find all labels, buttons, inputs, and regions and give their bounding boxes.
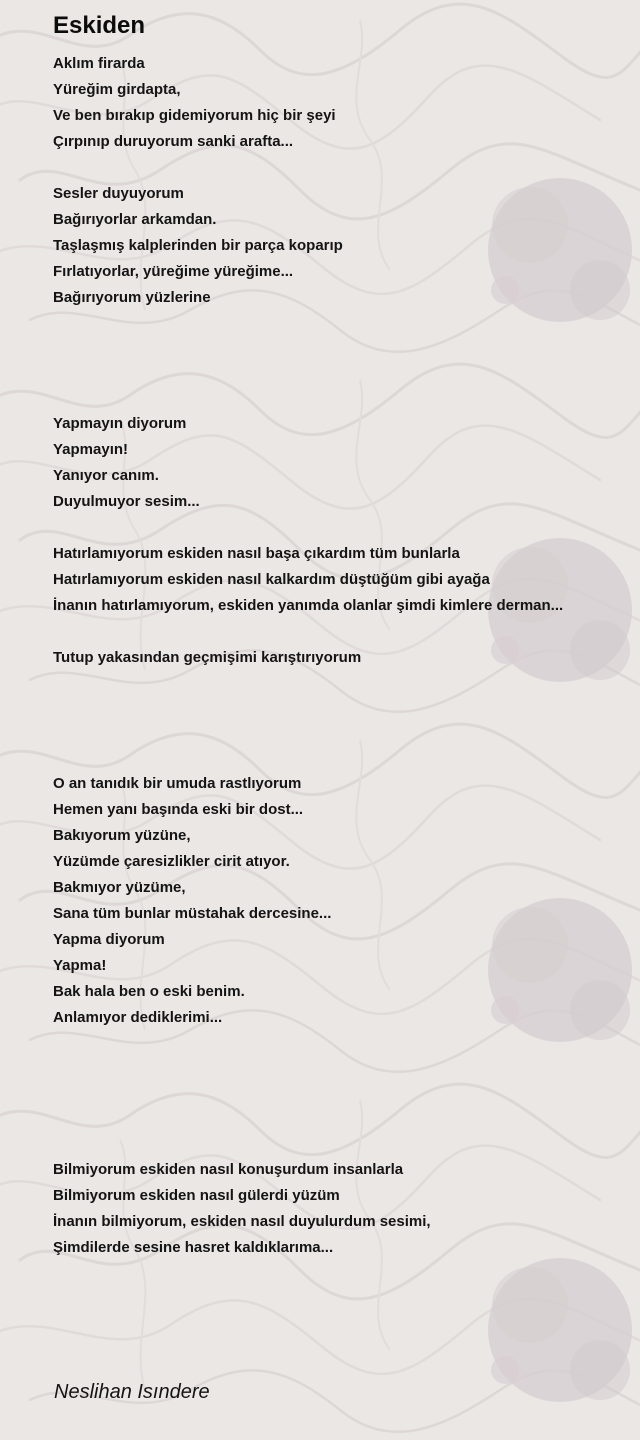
poem-line: Sesler duyuyorum [53,185,184,202]
stanza-6 [53,771,331,1031]
poem-line: İnanın hatırlamıyorum, eskiden yanımda olanlar şimdi kimlere derman... [53,597,564,614]
poem-line: O an tanıdık bir umuda rastlıyorum [53,775,302,792]
poem-line: Yapma diyorum [53,931,165,948]
poem-line: Yapmayın! [53,441,129,458]
poem-line: Bakmıyor yüzüme, [53,879,186,896]
poem-line: Yapma! [53,957,107,974]
poem-line: Aklım firarda [53,55,145,72]
poem-line: Taşlaşmış kalplerinden bir parça koparıp [53,237,343,254]
poem-line: Hemen yanı başında eski bir dost... [53,801,304,818]
poem-line: Yüzümde çaresizlikler cirit atıyor. [53,853,290,870]
poem-line: Sana tüm bunlar müstahak dercesine... [53,905,332,922]
stanza-2 [53,181,343,311]
poem-author: Neslihan Isındere [54,1381,210,1403]
poem-line: Duyulmuyor sesim... [53,493,200,510]
poem-line: Yapmayın diyorum [53,415,187,432]
poem-line: Ve ben bırakıp gidemiyorum hiç bir şeyi [53,107,336,124]
poem-line: Bakıyorum yüzüne, [53,827,191,844]
poem-line: Fırlatıyorlar, yüreğime yüreğime... [53,263,294,280]
poem-line: Çırpınıp duruyorum sanki arafta... [53,133,294,150]
poem-line: Yüreğim girdapta, [53,81,181,98]
poem-line: Bak hala ben o eski benim. [53,983,245,1000]
poem-line: Bilmiyorum eskiden nasıl konuşurdum insanlarla [53,1161,404,1178]
stanza-7 [53,1157,431,1261]
stanza-5 [53,645,361,671]
stanza-3 [53,411,200,515]
poem-title: Eskiden [53,12,146,39]
poem-line: Yanıyor canım. [53,467,159,484]
poem-line: Tutup yakasından geçmişimi karıştırıyorum [53,649,362,666]
poem-line: Bağırıyorum yüzlerine [53,289,211,306]
stanza-4 [53,541,563,619]
stanza-1 [53,51,336,155]
poem-line: Hatırlamıyorum eskiden nasıl başa çıkardım tüm bunlarla [53,545,460,562]
poem-line: İnanın bilmiyorum, eskiden nasıl duyulurdum sesimi, [53,1213,431,1230]
poem-line: Şimdilerde sesine hasret kaldıklarıma... [53,1239,334,1256]
poem-line: Bağırıyorlar arkamdan. [53,211,217,228]
poem-line: Anlamıyor dediklerimi... [53,1009,223,1026]
poem-line: Bilmiyorum eskiden nasıl gülerdi yüzüm [53,1187,340,1204]
poem-line: Hatırlamıyorum eskiden nasıl kalkardım düştüğüm gibi ayağa [53,571,490,588]
